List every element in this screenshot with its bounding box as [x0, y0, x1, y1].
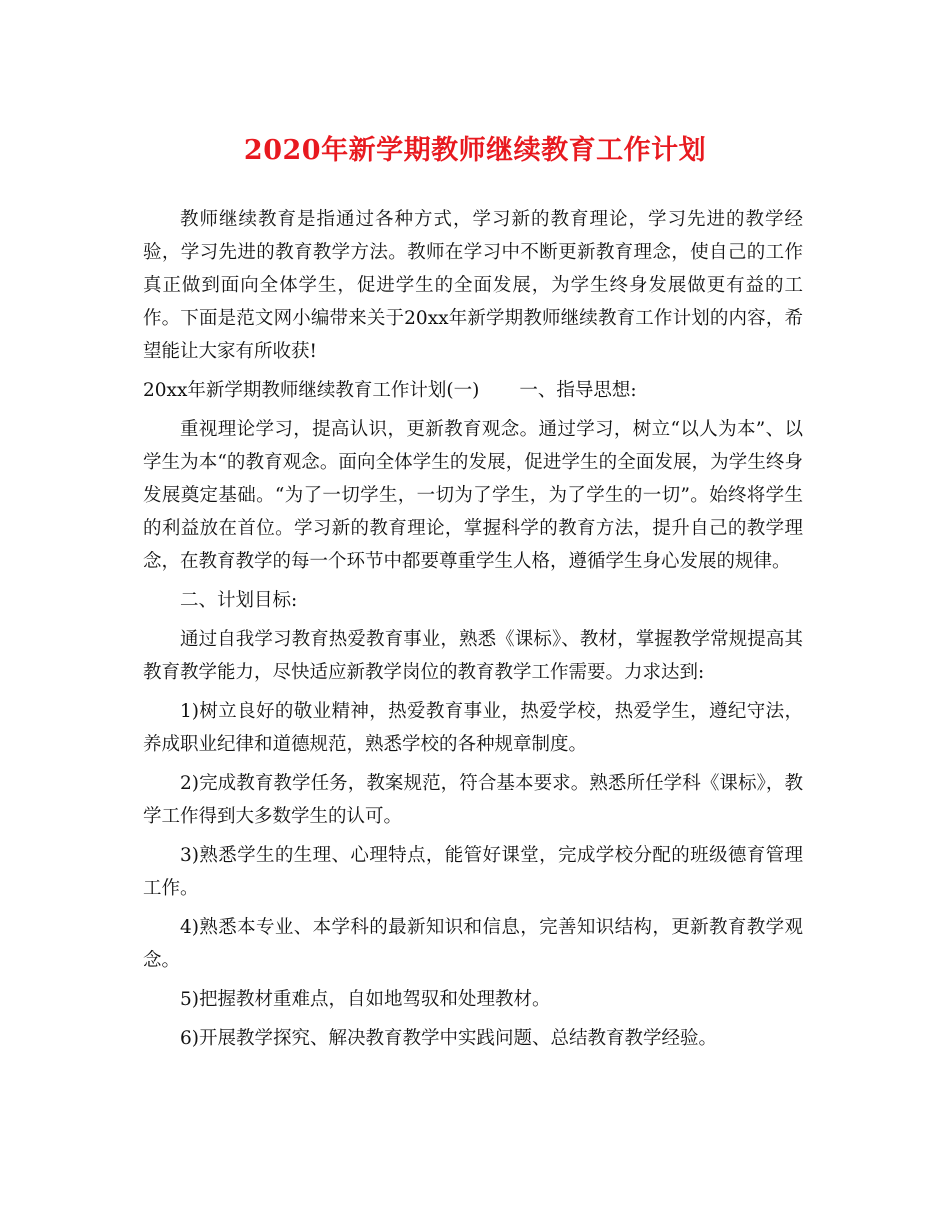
- goal-item-2: 2)完成教育教学任务，教案规范，符合基本要求。熟悉所任学科《课标》，教学工作得到大多数学生的认可。: [143, 773, 803, 827]
- intro-paragraph: 教师继续教育是指通过各种方式，学习新的教育理论，学习先进的教学经验，学习先进的教育教学方法。教师在学习中不断更新教育理念，使自己的工作真正做到面向全体学生，促进学生的全面发展，为学生终身发展做更有益的工作。下面是范文网小编带来关于20xx年新学期教师继续教育工作计划的内容，希望能让大家有所收获!: [143, 209, 803, 362]
- goal-item-5: 5)把握教材重难点，自如地驾驭和处理教材。: [180, 989, 551, 1010]
- goal-item-3: 3)熟悉学生的生理、心理特点，能管好课堂，完成学校分配的班级德育管理工作。: [143, 845, 803, 899]
- section-heading-line: [143, 374, 803, 407]
- plan-subtitle: 20xx年新学期教师继续教育工作计划(一): [143, 380, 480, 401]
- goal-item-1: 1)树立良好的敬业精神，热爱教育事业，热爱学校，热爱学生，遵纪守法，养成职业纪律和道德规范，熟悉学校的各种规章制度。: [143, 701, 803, 755]
- guiding-ideology-heading: 一、指导思想:: [519, 380, 637, 401]
- plan-goals-paragraph: 通过自我学习教育热爱教育事业，熟悉《课标》、教材，掌握教学常规提高其教育教学能力，尽快适应新教学岗位的教育教学工作需要。力求达到:: [143, 629, 803, 683]
- goal-item-6: 6)开展教学探究、解决教育教学中实践问题、总结教育教学经验。: [180, 1028, 717, 1049]
- guiding-ideology-paragraph: 重视理论学习，提高认识，更新教育观念。通过学习，树立“以人为本”、以学生为本“的教育观念。面向全体学生的发展，促进学生的全面发展，为学生终身发展奠定基础。“为了一切学生，一切为了学生，为了学生的一切”。始终将学生的利益放在首位。学习新的教育理论，掌握科学的教育方法，提升自己的教学理念，在教育教学的每一个环节中都要尊重学生人格，遵循学生身心发展的规律。: [143, 419, 803, 572]
- plan-goals-heading: 二、计划目标:: [180, 590, 298, 611]
- document-title: 2020年新学期教师继续教育工作计划: [243, 135, 707, 166]
- goal-item-4: 4)熟悉本专业、本学科的最新知识和信息，完善知识结构，更新教育教学观念。: [143, 917, 803, 971]
- document-body: [143, 203, 803, 1061]
